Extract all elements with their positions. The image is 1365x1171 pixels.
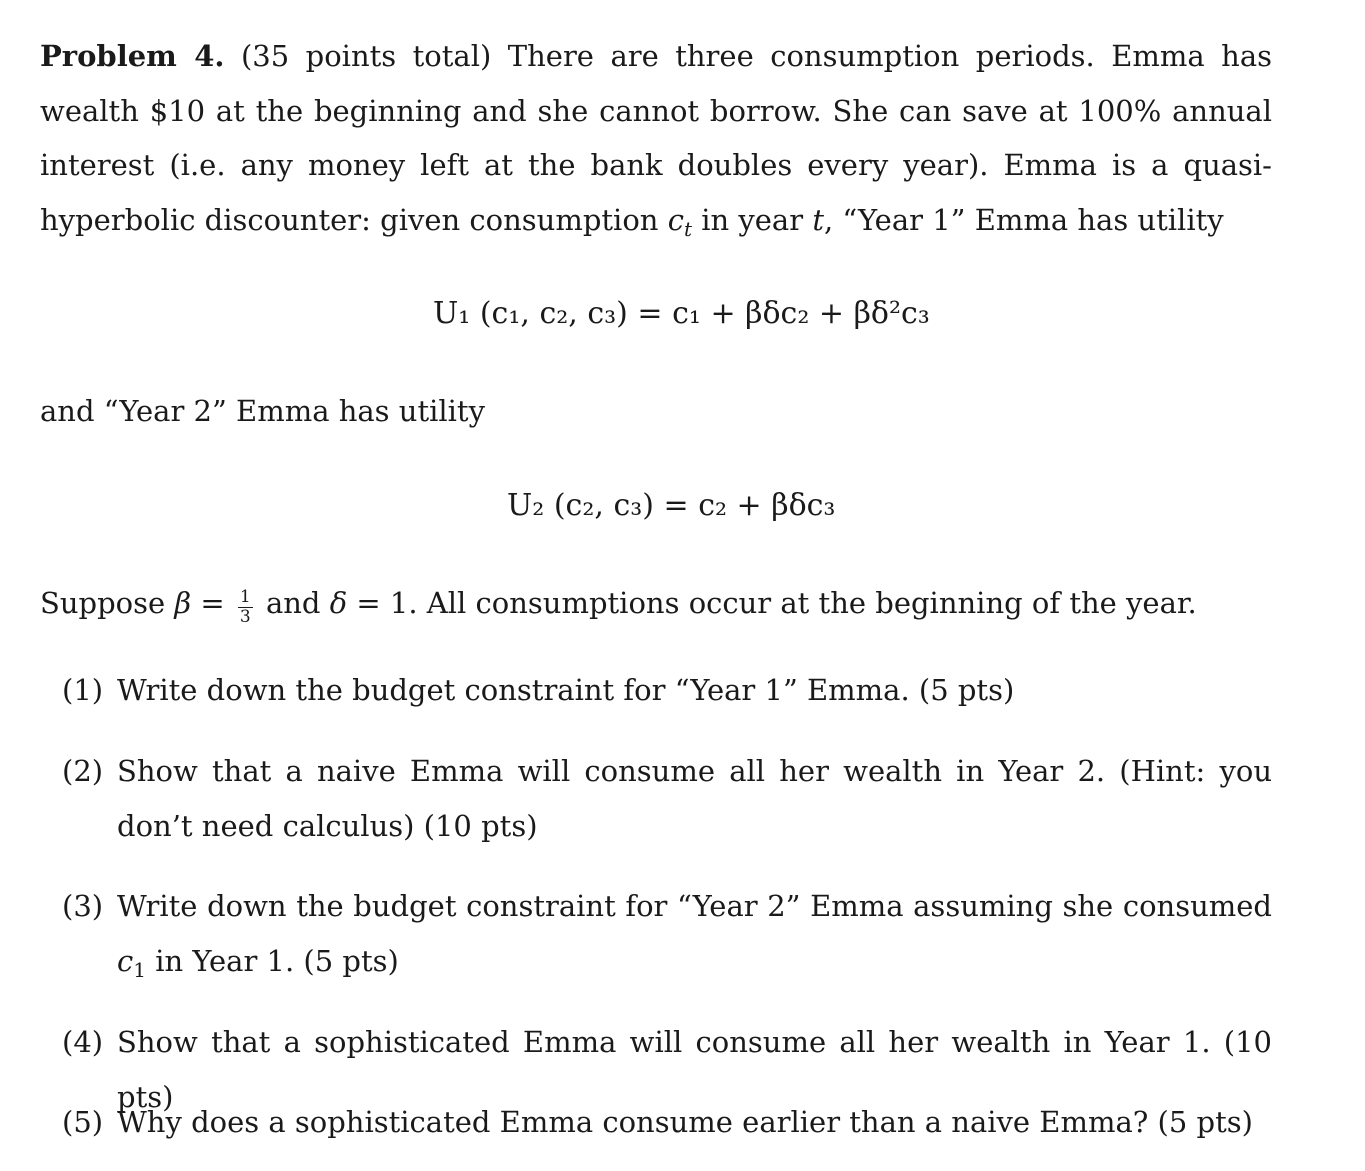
beta-symbol: β xyxy=(174,586,192,620)
fraction-numerator: 1 xyxy=(239,587,251,607)
question-var-c: c xyxy=(117,943,134,978)
fraction-one-third xyxy=(238,588,253,627)
parameter-assumption xyxy=(40,576,1272,631)
question-var-sub: 1 xyxy=(133,957,146,982)
equation-year1-utility: U₁ (c₁, c₂, c₃) = c₁ + βδc₂ + βδ²c₃ xyxy=(433,296,930,331)
intro-var-t: t xyxy=(812,202,824,237)
question-label: (4) xyxy=(62,1025,104,1059)
intro-text-3: , “Year 1” Emma has utility xyxy=(823,202,1224,237)
question-5 xyxy=(62,1095,1272,1150)
suppose-suffix: = 1. All consumptions occur at the beginning of the year. xyxy=(347,586,1197,620)
and-word: and xyxy=(256,586,330,620)
question-text xyxy=(117,879,1272,997)
question-2 xyxy=(62,744,1272,853)
problem-heading: Problem 4. xyxy=(40,39,225,73)
question-text-part-2: in Year 1. (5 pts) xyxy=(145,943,399,978)
intro-text-1: (35 points total) There are three consumption periods. Emma has wealth $10 at the beginning and she cannot borrow. She can save at 100% annual interest (i.e. any money left at the bank doubles every year). Emma is a quasi-hyperbolic discounter: given consumption xyxy=(40,39,1272,237)
equation-year2-utility: U₂ (c₂, c₃) = c₂ + βδc₃ xyxy=(507,488,836,523)
question-1 xyxy=(62,663,1272,718)
intro-var-c-sub: t xyxy=(683,216,692,241)
fraction-denominator: 3 xyxy=(239,607,251,627)
question-text: Why does a sophisticated Emma consume earlier than a naive Emma? (5 pts) xyxy=(117,1105,1253,1139)
year2-utility-text: and “Year 2” Emma has utility xyxy=(40,394,485,428)
question-3 xyxy=(62,879,1272,997)
intro-var-c: c xyxy=(667,202,684,237)
question-text: Show that a naive Emma will consume all her wealth in Year 2. (Hint: you don’t need calculus) (10 pts) xyxy=(117,754,1272,843)
delta-symbol: δ xyxy=(329,586,348,620)
question-label: (3) xyxy=(62,889,104,923)
question-label: (2) xyxy=(62,754,104,788)
suppose-prefix: Suppose xyxy=(40,586,175,620)
problem-intro xyxy=(40,29,1272,256)
question-label: (5) xyxy=(62,1105,104,1139)
question-label: (1) xyxy=(62,673,104,707)
equals-sign: = xyxy=(191,586,234,620)
question-text: Write down the budget constraint for “Year 1” Emma. (5 pts) xyxy=(117,673,1015,707)
question-text: Show that a sophisticated Emma will consume all her wealth in Year 1. (10 pts) xyxy=(117,1025,1272,1114)
question-text-part-1: Write down the budget constraint for “Year 2” Emma assuming she consumed xyxy=(117,889,1272,923)
intro-text-2: in year xyxy=(692,202,813,237)
